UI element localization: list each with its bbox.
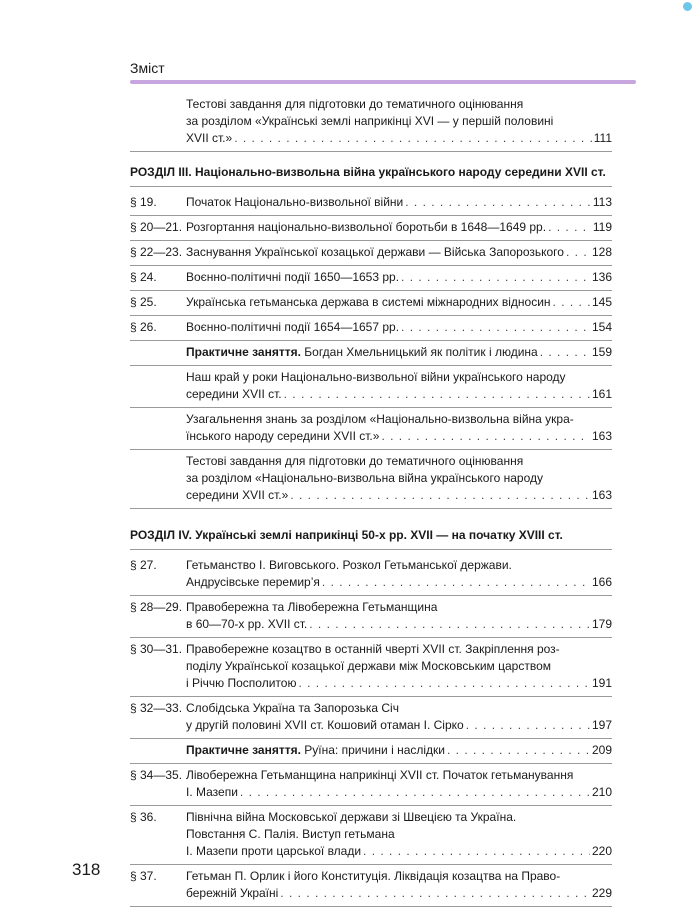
toc-entry-intro-tests[interactable]: Тестові завдання для підготовки до тематичного оцінювання за розділом «Українські землі наприкінці XVI — у першій половині XVII ст.» . . . 111	[130, 96, 612, 152]
toc-entry-34-35[interactable]: § 34—35. Лівобережна Гетьманщина наприкінці XVII ст. Початок гетьманування І. Мазепи . . . 210	[130, 764, 612, 806]
page-number: 318	[72, 860, 101, 879]
toc-entry-native-land-3[interactable]: Наш край у роки Національно-визвольної війни українського народу середини XVII ст. . . . 161	[130, 366, 612, 408]
toc-entry-summary-3[interactable]: Узагальнення знань за розділом «Національно-визвольна війна укра- їнського народу середини XVII ст.» . . . 163	[130, 408, 612, 450]
toc-entry-27[interactable]: § 27. Гетьманство І. Виговського. Розкол Гетьманської держави. Андрусівське перемир’я . . . 166	[130, 554, 612, 596]
page-header-title: Зміст	[130, 60, 165, 76]
toc-entry-20-21[interactable]: § 20—21. Розгортання національно-визвольної боротьби в 1648—1649 рр. . . . 119	[130, 216, 612, 241]
table-of-contents	[130, 96, 612, 907]
section-3-heading[interactable]: РОЗДІЛ III. Національно-визвольна війна українського народу середини XVII ст.	[130, 164, 612, 187]
toc-entry-practical-3[interactable]: Практичне заняття. Богдан Хмельницький як політик і людина . . . 159	[130, 341, 612, 366]
toc-entry-26[interactable]: § 26. Воєнно-політичні події 1654—1657 рр. . . . 154	[130, 316, 612, 341]
page-ref: 111	[593, 131, 612, 145]
toc-entry-24[interactable]: § 24. Воєнно-політичні події 1650—1653 рр. . . . 136	[130, 266, 612, 291]
toc-entry-25[interactable]: § 25. Українська гетьманська держава в системі міжнародних відносин . . . 145	[130, 291, 612, 316]
section-4-heading[interactable]: РОЗДІЛ IV. Українські землі наприкінці 50-х рр. XVII — на початку XVIII ст.	[130, 527, 612, 550]
toc-entry-37[interactable]: § 37. Гетьман П. Орлик і його Конституція. Ліквідація козацтва на Право- бережній Україні . . . 229	[130, 865, 612, 907]
toc-entry-22-23[interactable]: § 22—23. Заснування Української козацької держави — Війська Запорозького . . . 128	[130, 241, 612, 266]
toc-entry-tests-3[interactable]: Тестові завдання для підготовки до тематичного оцінювання за розділом «Національно-визвольна війна українського народу середини XVII ст.» . . . 163	[130, 450, 612, 509]
toc-entry-36[interactable]: § 36. Північна війна Московської держави зі Швецією та Україна. Повстання С. Палія. Виступ гетьмана І. Мазепи проти царської влади . . . 220	[130, 806, 612, 865]
toc-entry-28-29[interactable]: § 28—29. Правобережна та Лівобережна Гетьманщина в 60—70-х рр. XVII ст. . . . 179	[130, 596, 612, 638]
toc-entry-32-33[interactable]: § 32—33. Слобідська Україна та Запорозька Січ у другій половині XVII ст. Кошовий отаман І. Сірко . . . 197	[130, 697, 612, 739]
corner-mark-icon	[683, 2, 692, 11]
toc-entry-30-31[interactable]: § 30—31. Правобережне козацтво в останній чверті XVII ст. Закріплення роз- поділу Української козацької держави між Московським царством і Річчю Посполитою . . . 191	[130, 638, 612, 697]
toc-entry-practical-4[interactable]: Практичне заняття. Руїна: причини і наслідки . . . 209	[130, 739, 612, 764]
header-rule	[130, 80, 636, 84]
toc-entry-19[interactable]: § 19. Початок Національно-визвольної війни . . . 113	[130, 191, 612, 216]
